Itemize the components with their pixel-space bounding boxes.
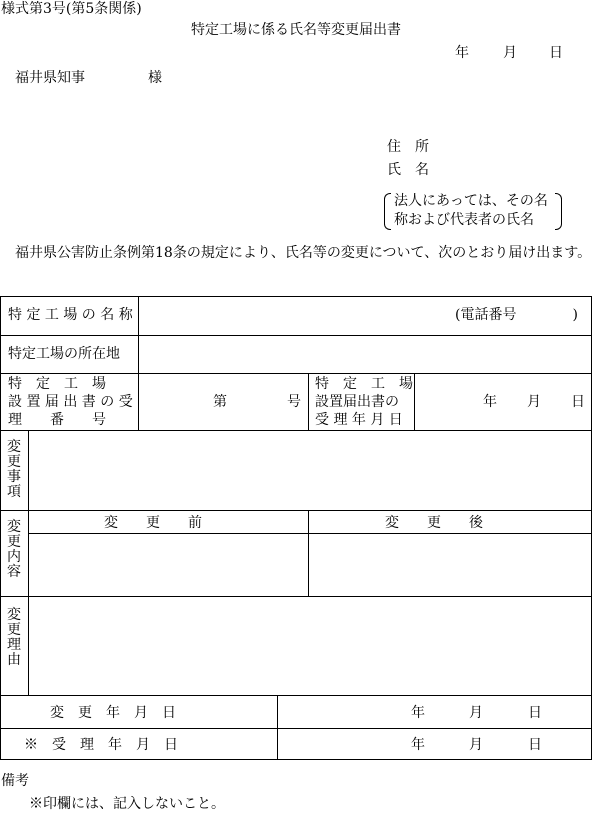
form-number: 様式第3号(第5条関係) — [1, 1, 142, 17]
addressee — [15, 70, 162, 86]
notice-date-label-3: 受 理 年 月 日 — [315, 412, 403, 428]
form-table — [0, 296, 592, 760]
notice-date-label-2: 設置届出書の — [315, 394, 399, 410]
notice-date-month: 月 — [527, 394, 541, 410]
factory-name-label: 特 定 工 場 の 名 称 — [8, 307, 133, 323]
receipt-date-year: 年 — [411, 737, 425, 753]
year-label: 年 — [455, 45, 469, 61]
change-date-year: 年 — [411, 705, 425, 721]
before-label: 変 更 前 — [104, 515, 202, 531]
intro-text: 福井県公害防止条例第18条の規定により、氏名等の変更について、次のとおり届け出ます。 — [15, 245, 592, 261]
notice-number-prefix: 第 — [213, 394, 227, 410]
receipt-date-label: ※ 受 理 年 月 日 — [24, 737, 178, 753]
notice-number-suffix: 号 — [287, 394, 301, 410]
remarks-label: 備考 — [1, 773, 29, 789]
notice-number-label-2: 設 置 届 出 書 の 受 — [8, 394, 133, 410]
left-bracket — [384, 193, 391, 230]
change-date-label: 変 更 年 月 日 — [50, 705, 176, 721]
after-label: 変 更 後 — [385, 515, 483, 531]
notice-date-day: 日 — [571, 394, 585, 410]
remarks-note: ※印欄には、記入しないこと。 — [29, 796, 225, 812]
corporation-note — [384, 193, 562, 230]
day-label: 日 — [549, 45, 563, 61]
change-content-label: 変更内容 — [7, 519, 21, 580]
notice-number-label-3: 理 番 号 — [8, 412, 106, 428]
honorific: 様 — [148, 70, 162, 86]
change-items-label: 変更事項 — [7, 439, 21, 500]
corp-note-line2: 称および代表者の氏名 — [394, 212, 534, 228]
receipt-date-day: 日 — [528, 737, 542, 753]
month-label: 月 — [503, 45, 517, 61]
notice-date-year: 年 — [483, 394, 497, 410]
receipt-date-month: 月 — [469, 737, 483, 753]
addressee-name: 福井県知事 — [15, 70, 85, 86]
notice-number-label-1: 特 定 工 場 — [8, 376, 106, 392]
factory-location-label: 特定工場の所在地 — [8, 346, 120, 362]
address-label: 住所 — [387, 139, 443, 155]
name-label: 氏名 — [387, 162, 443, 178]
notice-date-label-1: 特 定 工 場 — [315, 376, 413, 392]
corp-note-line1: 法人にあっては、その名 — [394, 193, 548, 209]
change-date-month: 月 — [469, 705, 483, 721]
change-reason-label: 変更理由 — [7, 607, 21, 668]
change-date-day: 日 — [528, 705, 542, 721]
phone-label: (電話番号 ) — [455, 307, 578, 323]
right-bracket — [555, 193, 562, 230]
document-title: 特定工場に係る氏名等変更届出書 — [191, 22, 401, 38]
